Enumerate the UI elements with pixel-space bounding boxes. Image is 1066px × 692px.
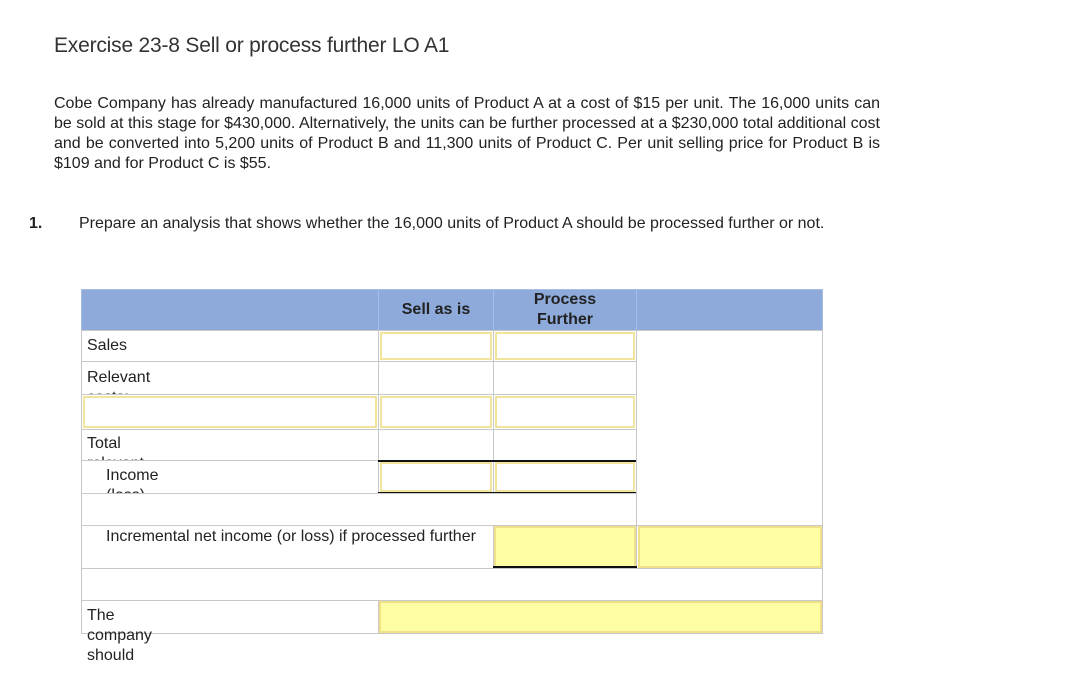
row-income-loss-label: Income xyxy=(106,467,159,484)
header-blank-cell xyxy=(81,289,379,331)
sales-sell-as-is-input[interactable] xyxy=(380,332,492,360)
header-process-further xyxy=(493,289,637,331)
income-top-rule xyxy=(378,460,637,462)
extra-column-cell xyxy=(636,330,823,526)
cost-sell-as-is-input[interactable] xyxy=(380,396,492,428)
row-relevant-costs-process-cell xyxy=(493,361,637,395)
row-total-relevant-costs-label: Total xyxy=(87,435,121,452)
row-sales-label: Sales xyxy=(87,337,128,354)
header-extra-cell xyxy=(636,289,823,331)
row-total-costs-process-cell xyxy=(493,429,637,461)
exercise-title: Exercise 23-8 Sell or process further LO A1 xyxy=(54,34,450,57)
income-sell-as-is-input[interactable] xyxy=(380,462,492,492)
header-process-further-label: Process Further xyxy=(533,291,597,328)
header-sell-as-is-label: Sell as is xyxy=(401,301,471,318)
spacer-row-2 xyxy=(81,568,823,601)
row-company-should-label: The company should xyxy=(87,607,152,664)
row-relevant-costs-sell-cell xyxy=(378,361,494,395)
spacer-row-1 xyxy=(81,493,637,526)
cost-item-label-input[interactable] xyxy=(83,396,377,428)
sales-process-further-input[interactable] xyxy=(495,332,635,360)
company-should-select[interactable] xyxy=(379,601,822,633)
incremental-extra-input[interactable] xyxy=(638,526,822,568)
row-relevant-costs-label: Relevant xyxy=(87,369,151,386)
income-process-further-input[interactable] xyxy=(495,462,635,492)
question-1 xyxy=(29,214,880,234)
header-sell-as-is xyxy=(378,289,494,331)
question-number: 1. xyxy=(29,215,43,232)
cost-process-further-input[interactable] xyxy=(495,396,635,428)
problem-description: Cobe Company has already manufactured 16,000 units of Product A at a cost of $15 per unit. The 16,000 units can be sold at this stage for $430,000. Alternatively, the units can be further processed at a $230,000 total additional cost and be converted into 5,200 units of Product B and 11,300 units of Product C. Per unit selling price for Product B is $109 and for Product C is $55. xyxy=(54,95,880,172)
row-total-costs-sell-cell xyxy=(378,429,494,461)
question-text: Prepare an analysis that shows whether the 16,000 units of Product A should be processed further or not. xyxy=(79,215,825,232)
row-incremental-label xyxy=(87,527,487,547)
incremental-net-income-input[interactable] xyxy=(494,526,636,568)
incremental-label-text: Incremental net income (or loss) if processed further xyxy=(106,528,476,545)
